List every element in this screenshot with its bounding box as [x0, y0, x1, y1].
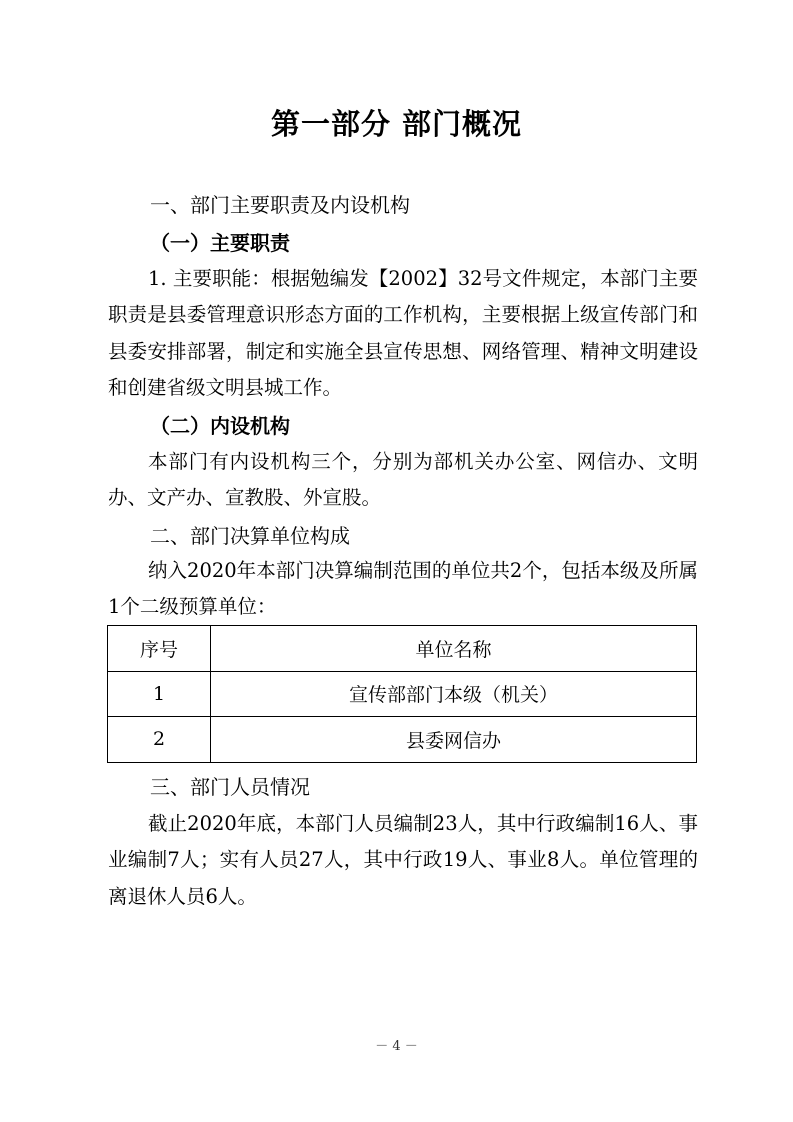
section-heading-units: 二、部门决算单位构成	[150, 524, 350, 548]
units-table	[107, 625, 697, 763]
subsection-heading-internal-orgs: （二）内设机构	[150, 414, 290, 438]
section-heading-duties: 一、部门主要职责及内设机构	[150, 193, 410, 217]
subsection-heading-main-duties: （一）主要职责	[150, 231, 290, 255]
units-paragraph: 纳入2020年本部门决算编制范围的单位共2个，包括本级及所属1个二级预算单位：	[108, 559, 698, 619]
table-header-unit-name: 单位名称	[211, 626, 697, 672]
table-header-row	[108, 626, 697, 672]
table-cell-unit-name: 宣传部部门本级（机关）	[211, 671, 697, 717]
main-duties-paragraph: 1. 主要职能：根据勉编发【2002】32号文件规定，本部门主要职责是县委管理意识形态方面的工作机构，主要根据上级宣传部门和县委安排部署，制定和实施全县宣传思想、网络管理、精神文明建设和创建省级文明县城工作。	[108, 267, 698, 400]
table-cell-seq: 1	[108, 671, 211, 717]
section-heading-personnel: 三、部门人员情况	[150, 775, 310, 799]
table-cell-unit-name: 县委网信办	[211, 717, 697, 763]
internal-orgs-paragraph: 本部门有内设机构三个，分别为部机关办公室、网信办、文明办、文产办、宣教股、外宣股。	[108, 450, 698, 510]
page-number: － 4 －	[375, 1039, 418, 1054]
table-row	[108, 671, 697, 717]
personnel-paragraph: 截止2020年底，本部门人员编制23人，其中行政编制16人、事业编制7人；实有人员27人，其中行政19人、事业8人。单位管理的离退休人员6人。	[108, 812, 698, 908]
table-row	[108, 717, 697, 763]
page-title: 第一部分 部门概况	[270, 107, 523, 141]
table-cell-seq: 2	[108, 717, 211, 763]
table-header-seq: 序号	[108, 626, 211, 672]
